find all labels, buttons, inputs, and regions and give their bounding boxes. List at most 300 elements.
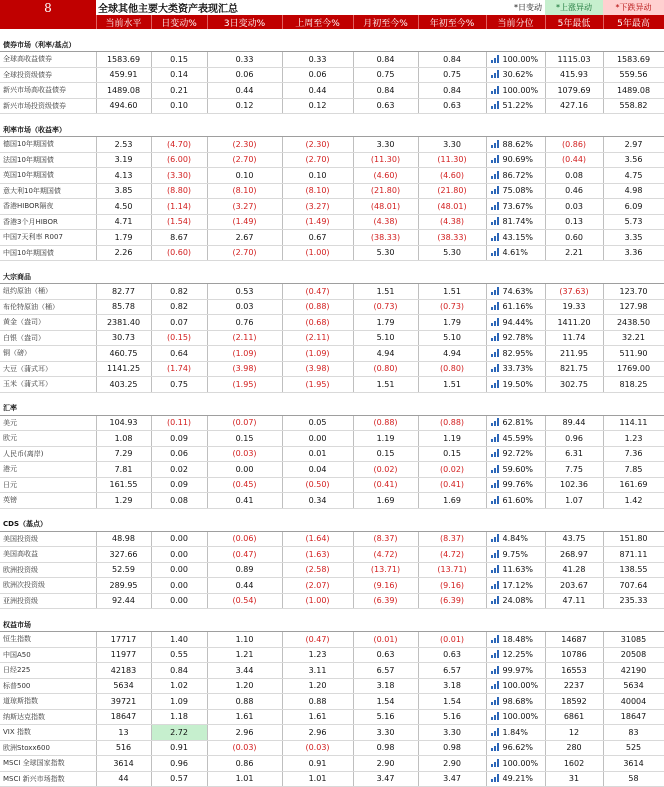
value-cell: 3.35 — [603, 230, 664, 246]
percentile-cell — [486, 477, 545, 493]
percentile-bars-icon — [491, 140, 500, 148]
table-row — [0, 663, 664, 679]
page-number: 8 — [0, 0, 96, 15]
value-cell: (2.58) — [282, 562, 353, 578]
table-row — [0, 531, 664, 547]
value-cell: 2.90 — [353, 756, 418, 772]
percentile-value: 86.72% — [502, 170, 534, 180]
value-cell: 0.75 — [353, 67, 418, 83]
percentile-value: 90.69% — [502, 155, 534, 165]
value-cell: 1583.69 — [603, 52, 664, 68]
section-title-row — [0, 518, 664, 532]
asset-name: 纽约原油（桶） — [0, 284, 96, 300]
value-cell: 0.33 — [207, 52, 282, 68]
value-cell: 0.91 — [151, 740, 207, 756]
value-cell: 2.53 — [96, 137, 151, 153]
percentile-value: 1.84% — [502, 727, 528, 737]
value-cell: 0.76 — [207, 315, 282, 331]
value-cell: 0.12 — [207, 98, 282, 114]
value-cell: 1.79 — [353, 315, 418, 331]
percentile-value: 75.08% — [502, 186, 534, 196]
column-header-row — [0, 15, 664, 29]
value-cell: 5.30 — [353, 245, 418, 261]
value-cell: 1489.08 — [96, 83, 151, 99]
column-header: 月初至今% — [353, 15, 418, 29]
percentile-bars-icon — [491, 217, 500, 225]
value-cell: 821.75 — [545, 361, 603, 377]
table-row — [0, 245, 664, 261]
percentile-cell — [486, 632, 545, 648]
percentile-bars-icon — [491, 728, 500, 736]
spacer-cell — [0, 29, 664, 38]
percentile-bars-icon — [491, 743, 500, 751]
percentile-bars-icon — [491, 186, 500, 194]
value-cell: 161.69 — [603, 477, 664, 493]
table-row — [0, 346, 664, 362]
percentile-value: 100.00% — [502, 681, 539, 691]
value-cell: 3.30 — [353, 725, 418, 741]
value-cell: 427.16 — [545, 98, 603, 114]
percentile-bars-icon — [491, 70, 500, 78]
value-cell: 0.86 — [207, 756, 282, 772]
percentile-bars-icon — [491, 650, 500, 658]
asset-name: 香港3个月HIBOR — [0, 214, 96, 230]
value-cell: 83 — [603, 725, 664, 741]
asset-name: 意大利10年期国债 — [0, 183, 96, 199]
value-cell: 1.02 — [151, 678, 207, 694]
asset-name: VIX 指数 — [0, 725, 96, 741]
value-cell: (6.00) — [151, 152, 207, 168]
spacer-cell — [0, 609, 664, 619]
value-cell: 82.77 — [96, 284, 151, 300]
table-row — [0, 493, 664, 509]
value-cell: 525 — [603, 740, 664, 756]
value-cell: (48.01) — [418, 199, 486, 215]
percentile-cell — [486, 199, 545, 215]
value-cell: (8.37) — [353, 531, 418, 547]
value-cell: 0.33 — [282, 52, 353, 68]
asset-name: 人民币(离岸) — [0, 446, 96, 462]
value-cell: 104.93 — [96, 415, 151, 431]
value-cell: (0.03) — [282, 740, 353, 756]
value-cell: (0.44) — [545, 152, 603, 168]
value-cell: (0.47) — [207, 547, 282, 563]
asset-name: 美元 — [0, 415, 96, 431]
value-cell: 43.75 — [545, 531, 603, 547]
column-header: 当前水平 — [96, 15, 151, 29]
percentile-bars-icon — [491, 364, 500, 372]
asset-name: 港元 — [0, 462, 96, 478]
percentile-value: 61.60% — [502, 495, 534, 505]
value-cell: (4.38) — [418, 214, 486, 230]
value-cell: 114.11 — [603, 415, 664, 431]
value-cell: 0.63 — [418, 647, 486, 663]
value-cell: 6.09 — [603, 199, 664, 215]
percentile-bars-icon — [491, 248, 500, 256]
percentile-value: 100.00% — [502, 54, 539, 64]
percentile-bars-icon — [491, 202, 500, 210]
value-cell: 3.11 — [282, 663, 353, 679]
value-cell: (8.10) — [282, 183, 353, 199]
value-cell: (21.80) — [353, 183, 418, 199]
value-cell: 32.21 — [603, 330, 664, 346]
value-cell: 2237 — [545, 678, 603, 694]
value-cell: (0.47) — [282, 284, 353, 300]
value-cell: 0.57 — [151, 771, 207, 787]
asset-name: 中国7天利率 R007 — [0, 230, 96, 246]
table-row — [0, 299, 664, 315]
value-cell: 1.51 — [418, 284, 486, 300]
value-cell: (21.80) — [418, 183, 486, 199]
percentile-bars-icon — [491, 349, 500, 357]
percentile-bars-icon — [491, 101, 500, 109]
percentile-bars-icon — [491, 759, 500, 767]
value-cell: (11.30) — [353, 152, 418, 168]
value-cell: 1.69 — [418, 493, 486, 509]
section-title: CDS（基点） — [0, 518, 664, 532]
percentile-cell — [486, 663, 545, 679]
section-title-row — [0, 618, 664, 632]
value-cell: 0.82 — [151, 284, 207, 300]
value-cell: 4.50 — [96, 199, 151, 215]
value-cell: 5.10 — [353, 330, 418, 346]
value-cell: 0.07 — [151, 315, 207, 331]
table-row — [0, 315, 664, 331]
value-cell: 818.25 — [603, 377, 664, 393]
percentile-cell — [486, 415, 545, 431]
percentile-value: 4.61% — [502, 248, 528, 258]
percentile-cell — [486, 315, 545, 331]
value-cell: 0.67 — [282, 230, 353, 246]
value-cell: 460.75 — [96, 346, 151, 362]
percentile-bars-icon — [491, 465, 500, 473]
percentile-bars-icon — [491, 155, 500, 163]
value-cell: (0.03) — [207, 740, 282, 756]
value-cell: 1.23 — [282, 647, 353, 663]
percentile-bars-icon — [491, 287, 500, 295]
asset-name: 日经225 — [0, 663, 96, 679]
percentile-bars-icon — [491, 302, 500, 310]
percentile-value: 98.68% — [502, 696, 534, 706]
value-cell: 2.67 — [207, 230, 282, 246]
column-header: 5年最高 — [603, 15, 664, 29]
value-cell: 0.15 — [151, 52, 207, 68]
value-cell: 0.44 — [207, 83, 282, 99]
table-row — [0, 361, 664, 377]
value-cell: (3.98) — [282, 361, 353, 377]
value-cell: 1.42 — [603, 493, 664, 509]
value-cell: (1.09) — [207, 346, 282, 362]
value-cell: 0.53 — [207, 284, 282, 300]
percentile-bars-icon — [491, 534, 500, 542]
value-cell: 41.28 — [545, 562, 603, 578]
value-cell: 0.34 — [282, 493, 353, 509]
column-header: 当前分位 — [486, 15, 545, 29]
value-cell: 1.51 — [418, 377, 486, 393]
asset-name: 欧洲Stoxx600 — [0, 740, 96, 756]
value-cell: 39721 — [96, 694, 151, 710]
value-cell: (6.39) — [418, 593, 486, 609]
value-cell: 1.20 — [207, 678, 282, 694]
value-cell: 1.19 — [353, 431, 418, 447]
asset-name: 全球投资级债券 — [0, 67, 96, 83]
value-cell: 14687 — [545, 632, 603, 648]
value-cell: (0.03) — [207, 446, 282, 462]
value-cell: 7.85 — [603, 462, 664, 478]
value-cell: 58 — [603, 771, 664, 787]
value-cell: 268.97 — [545, 547, 603, 563]
percentile-cell — [486, 330, 545, 346]
value-cell: 3.30 — [418, 725, 486, 741]
table-row — [0, 431, 664, 447]
value-cell: (0.50) — [282, 477, 353, 493]
value-cell: (48.01) — [353, 199, 418, 215]
value-cell: (2.30) — [282, 137, 353, 153]
percentile-bars-icon — [491, 380, 500, 388]
value-cell: 92.44 — [96, 593, 151, 609]
percentile-cell — [486, 647, 545, 663]
value-cell: 0.14 — [151, 67, 207, 83]
percentile-bars-icon — [491, 565, 500, 573]
asset-name: 道琼斯指数 — [0, 694, 96, 710]
value-cell: 7.81 — [96, 462, 151, 478]
value-cell: 459.91 — [96, 67, 151, 83]
asset-name: 全球高收益债券 — [0, 52, 96, 68]
value-cell: 0.03 — [207, 299, 282, 315]
value-cell: (0.88) — [418, 415, 486, 431]
value-cell: 0.21 — [151, 83, 207, 99]
table-row — [0, 709, 664, 725]
value-cell: (0.11) — [151, 415, 207, 431]
percentile-bars-icon — [491, 449, 500, 457]
value-cell: (0.86) — [545, 137, 603, 153]
value-cell: 0.13 — [545, 214, 603, 230]
value-cell: (2.11) — [282, 330, 353, 346]
section-title-row — [0, 270, 664, 284]
value-cell: 1.61 — [207, 709, 282, 725]
value-cell: 8.67 — [151, 230, 207, 246]
percentile-value: 82.95% — [502, 348, 534, 358]
percentile-cell — [486, 245, 545, 261]
value-cell: 123.70 — [603, 284, 664, 300]
value-cell: (0.06) — [207, 531, 282, 547]
value-cell: 1411.20 — [545, 315, 603, 331]
section-spacer — [0, 261, 664, 271]
value-cell: 0.96 — [545, 431, 603, 447]
value-cell: (0.07) — [207, 415, 282, 431]
percentile-value: 99.76% — [502, 480, 534, 490]
percentile-bars-icon — [491, 171, 500, 179]
value-cell: 85.78 — [96, 299, 151, 315]
value-cell: 0.84 — [418, 83, 486, 99]
value-cell: 0.96 — [151, 756, 207, 772]
value-cell: 11977 — [96, 647, 151, 663]
value-cell: 0.02 — [151, 462, 207, 478]
value-cell: (3.27) — [207, 199, 282, 215]
table-row — [0, 67, 664, 83]
percentile-value: 94.44% — [502, 317, 534, 327]
percentile-cell — [486, 137, 545, 153]
value-cell: 1.10 — [207, 632, 282, 648]
percentile-cell — [486, 725, 545, 741]
section-title-row — [0, 123, 664, 137]
value-cell: (2.30) — [207, 137, 282, 153]
value-cell: 0.63 — [418, 98, 486, 114]
value-cell: 3.19 — [96, 152, 151, 168]
percentile-bars-icon — [491, 333, 500, 341]
value-cell: 516 — [96, 740, 151, 756]
value-cell: 2.96 — [282, 725, 353, 741]
percentile-cell — [486, 531, 545, 547]
value-cell: 0.64 — [151, 346, 207, 362]
value-cell: 1079.69 — [545, 83, 603, 99]
value-cell: 0.00 — [151, 593, 207, 609]
value-cell: 4.13 — [96, 168, 151, 184]
asset-name: 铜（磅） — [0, 346, 96, 362]
table-row — [0, 647, 664, 663]
value-cell: 1.51 — [353, 377, 418, 393]
section-spacer — [0, 609, 664, 619]
value-cell: 0.06 — [207, 67, 282, 83]
percentile-bars-icon — [491, 55, 500, 63]
percentile-value: 100.00% — [502, 712, 539, 722]
percentile-cell — [486, 756, 545, 772]
value-cell: (2.11) — [207, 330, 282, 346]
value-cell: 0.75 — [418, 67, 486, 83]
value-cell: 3.47 — [418, 771, 486, 787]
percentile-cell — [486, 562, 545, 578]
value-cell: (38.33) — [418, 230, 486, 246]
section-title-row — [0, 38, 664, 52]
value-cell: (3.30) — [151, 168, 207, 184]
value-cell: 0.89 — [207, 562, 282, 578]
table-row — [0, 214, 664, 230]
value-cell: 0.05 — [282, 415, 353, 431]
table-row — [0, 98, 664, 114]
value-cell: 1602 — [545, 756, 603, 772]
section-title: 汇率 — [0, 402, 664, 416]
table-row — [0, 415, 664, 431]
asset-name: 恒生指数 — [0, 632, 96, 648]
value-cell: 203.67 — [545, 578, 603, 594]
value-cell: 1.20 — [282, 678, 353, 694]
value-cell: 42183 — [96, 663, 151, 679]
percentile-value: 43.15% — [502, 232, 534, 242]
value-cell: (1.14) — [151, 199, 207, 215]
value-cell: (0.41) — [418, 477, 486, 493]
column-header: 上周至今% — [282, 15, 353, 29]
value-cell: 16553 — [545, 663, 603, 679]
value-cell: 3.18 — [353, 678, 418, 694]
value-cell: 0.10 — [207, 168, 282, 184]
value-cell: 1.08 — [96, 431, 151, 447]
section-spacer — [0, 508, 664, 518]
table-row — [0, 632, 664, 648]
value-cell: 11.74 — [545, 330, 603, 346]
percentile-value: 59.60% — [502, 464, 534, 474]
value-cell: 0.00 — [282, 431, 353, 447]
percentile-bars-icon — [491, 434, 500, 442]
value-cell: 5.16 — [418, 709, 486, 725]
table-row — [0, 678, 664, 694]
value-cell: 302.75 — [545, 377, 603, 393]
percentile-value: 81.74% — [502, 217, 534, 227]
legend-day-change: *日变动 — [514, 3, 542, 12]
value-cell: 31085 — [603, 632, 664, 648]
value-cell: 2.96 — [207, 725, 282, 741]
value-cell: 280 — [545, 740, 603, 756]
percentile-cell — [486, 593, 545, 609]
asset-name: 美国投资级 — [0, 531, 96, 547]
value-cell: 0.00 — [151, 578, 207, 594]
value-cell: 1.54 — [418, 694, 486, 710]
value-cell: 0.88 — [282, 694, 353, 710]
value-cell: 3614 — [96, 756, 151, 772]
value-cell: (0.60) — [151, 245, 207, 261]
percentile-bars-icon — [491, 635, 500, 643]
table-row — [0, 83, 664, 99]
value-cell: 0.88 — [207, 694, 282, 710]
value-cell: 1489.08 — [603, 83, 664, 99]
value-cell: 0.46 — [545, 183, 603, 199]
value-cell: (1.49) — [207, 214, 282, 230]
percentile-cell — [486, 493, 545, 509]
value-cell: 3614 — [603, 756, 664, 772]
value-cell: (2.07) — [282, 578, 353, 594]
percentile-cell — [486, 740, 545, 756]
percentile-value: 19.50% — [502, 379, 534, 389]
table-row — [0, 137, 664, 153]
page-title: 全球其他主要大类资产表现汇总 — [98, 4, 238, 15]
percentile-value: 30.62% — [502, 70, 534, 80]
value-cell: 0.06 — [282, 67, 353, 83]
table-row — [0, 756, 664, 772]
value-cell: 0.10 — [151, 98, 207, 114]
title-row — [0, 0, 664, 15]
value-cell: (1.95) — [282, 377, 353, 393]
percentile-cell — [486, 230, 545, 246]
value-cell: 3.44 — [207, 663, 282, 679]
asset-name: 欧洲次投资级 — [0, 578, 96, 594]
value-cell: (1.00) — [282, 245, 353, 261]
value-cell: 3.56 — [603, 152, 664, 168]
value-cell: (8.37) — [418, 531, 486, 547]
value-cell: 1.19 — [418, 431, 486, 447]
value-cell: 0.01 — [282, 446, 353, 462]
asset-name: 大豆（蒲式耳） — [0, 361, 96, 377]
percentile-cell — [486, 98, 545, 114]
value-cell: (0.88) — [353, 415, 418, 431]
percentile-cell — [486, 462, 545, 478]
value-cell: 0.98 — [353, 740, 418, 756]
percentile-cell — [486, 547, 545, 563]
asset-name: 英国10年期国债 — [0, 168, 96, 184]
percentile-bars-icon — [491, 697, 500, 705]
table-row — [0, 578, 664, 594]
value-cell: 44 — [96, 771, 151, 787]
percentile-bars-icon — [491, 596, 500, 604]
value-cell: 151.80 — [603, 531, 664, 547]
percentile-cell — [486, 377, 545, 393]
percentile-value: 100.00% — [502, 758, 539, 768]
percentile-cell — [486, 83, 545, 99]
table-row — [0, 284, 664, 300]
percentile-bars-icon — [491, 233, 500, 241]
value-cell: 127.98 — [603, 299, 664, 315]
value-cell: 2.21 — [545, 245, 603, 261]
percentile-cell — [486, 284, 545, 300]
value-cell: 403.25 — [96, 377, 151, 393]
